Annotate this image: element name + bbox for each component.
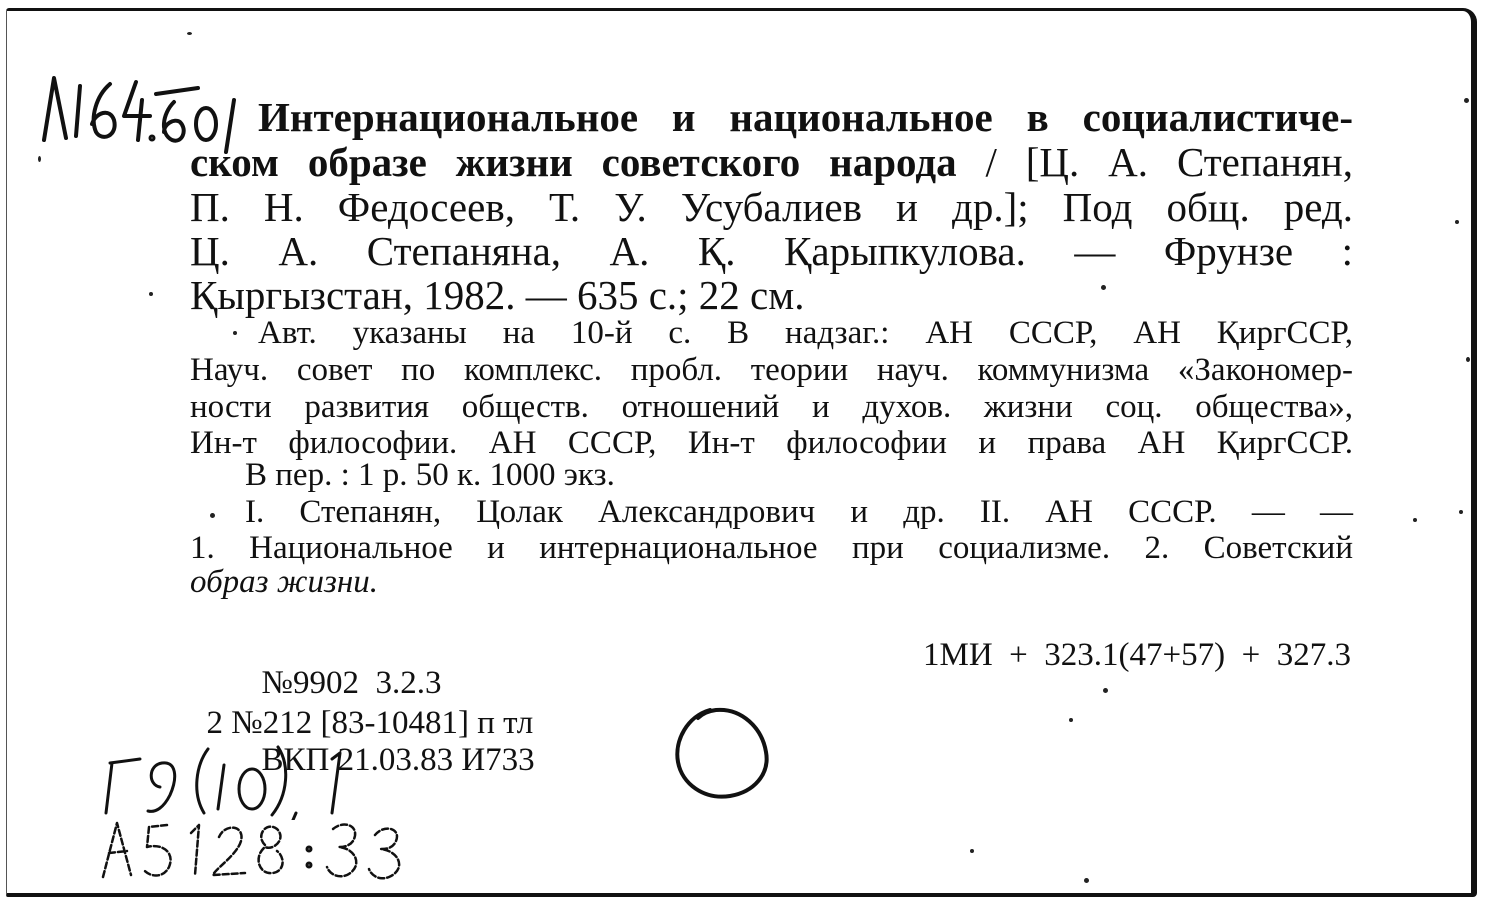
classification-text: 1МИ + 323.1(47+57) + 327.3: [923, 637, 1351, 673]
authors-start: / [Ц. А. Степанян,: [956, 139, 1353, 185]
dust-speck: [1084, 878, 1089, 883]
dust-speck: [149, 292, 153, 296]
note-text-4: Ин-т философии. АН СССР, Ин-т философии и права АН ҚиргССР.: [190, 425, 1353, 461]
authors-text: П. Н. Федосеев, Т. У. Усубалиев и др.]; Под общ. ред.: [190, 184, 1353, 230]
note-text-3: ности развития обществ. отношений и духов. жизни соц. общества»,: [190, 389, 1353, 425]
note-text-1: Авт. указаны на 10-й с. В надзаг.: АН СССР, АН ҚиргССР,: [258, 315, 1353, 351]
dust-speck: [1466, 357, 1470, 362]
note-line-1: [258, 315, 1353, 352]
card-number-text: 2 №212 [83-10481] п тл: [206, 705, 534, 741]
dust-speck: [970, 849, 974, 853]
dust-speck: [1069, 718, 1073, 722]
dust-speck: [38, 156, 41, 162]
dust-speck: [233, 331, 237, 335]
dust-speck: [187, 32, 192, 35]
dust-speck: [1413, 518, 1417, 522]
note-line-2: [190, 352, 1353, 389]
tracing-line-3: [190, 564, 378, 601]
title-text-1: Интернациональное и национальное в социалистиче-: [258, 94, 1353, 140]
imprint-line: [190, 273, 804, 318]
title-line-2: [190, 140, 1353, 185]
editors-text: Ц. А. Степаняна, А. Қ. Қарыпкулова. — Фрунзе :: [190, 228, 1353, 274]
title-text-2: ском образе жизни советского народа: [190, 139, 957, 185]
tracing-line-1: [245, 494, 1353, 531]
classification-line: [907, 600, 1352, 674]
dust-speck: [1101, 285, 1106, 290]
title-line-2-row: [190, 140, 1353, 185]
tracing-text-2: 1. Национальное и интернациональное при социализме. 2. Советский: [190, 530, 1353, 566]
title-line-1: [258, 95, 1353, 140]
dust-speck: [1455, 220, 1459, 224]
circle-mark: [668, 702, 778, 807]
dust-speck: [210, 513, 215, 518]
tracing-line-2: [190, 530, 1353, 567]
price-line: [245, 457, 615, 494]
tracing-text-1: I. Степанян, Цолак Александрович и др. II. АН СССР. — —: [245, 494, 1353, 530]
dust-speck: [1464, 98, 1469, 103]
editors-line: [190, 229, 1353, 274]
order-number-text: №9902 3.2.3: [261, 665, 442, 701]
price-text: В пер. : 1 р. 50 к. 1000 экз.: [245, 457, 615, 493]
note-text-2: Науч. совет по комплекс. пробл. теории науч. коммунизма «Закономер-: [190, 352, 1353, 388]
authors-line: [190, 185, 1353, 230]
vkp-text: ВКП 21.03.83 И733: [261, 742, 535, 778]
dust-speck: [1103, 688, 1108, 693]
note-line-3: [190, 389, 1353, 426]
tracing-text-3: образ жизни.: [190, 564, 378, 600]
dust-speck: [1459, 510, 1463, 514]
handwritten-note-2: [95, 805, 425, 885]
imprint-text: Қыргызстан, 1982. — 635 с.; 22 см.: [190, 272, 805, 318]
